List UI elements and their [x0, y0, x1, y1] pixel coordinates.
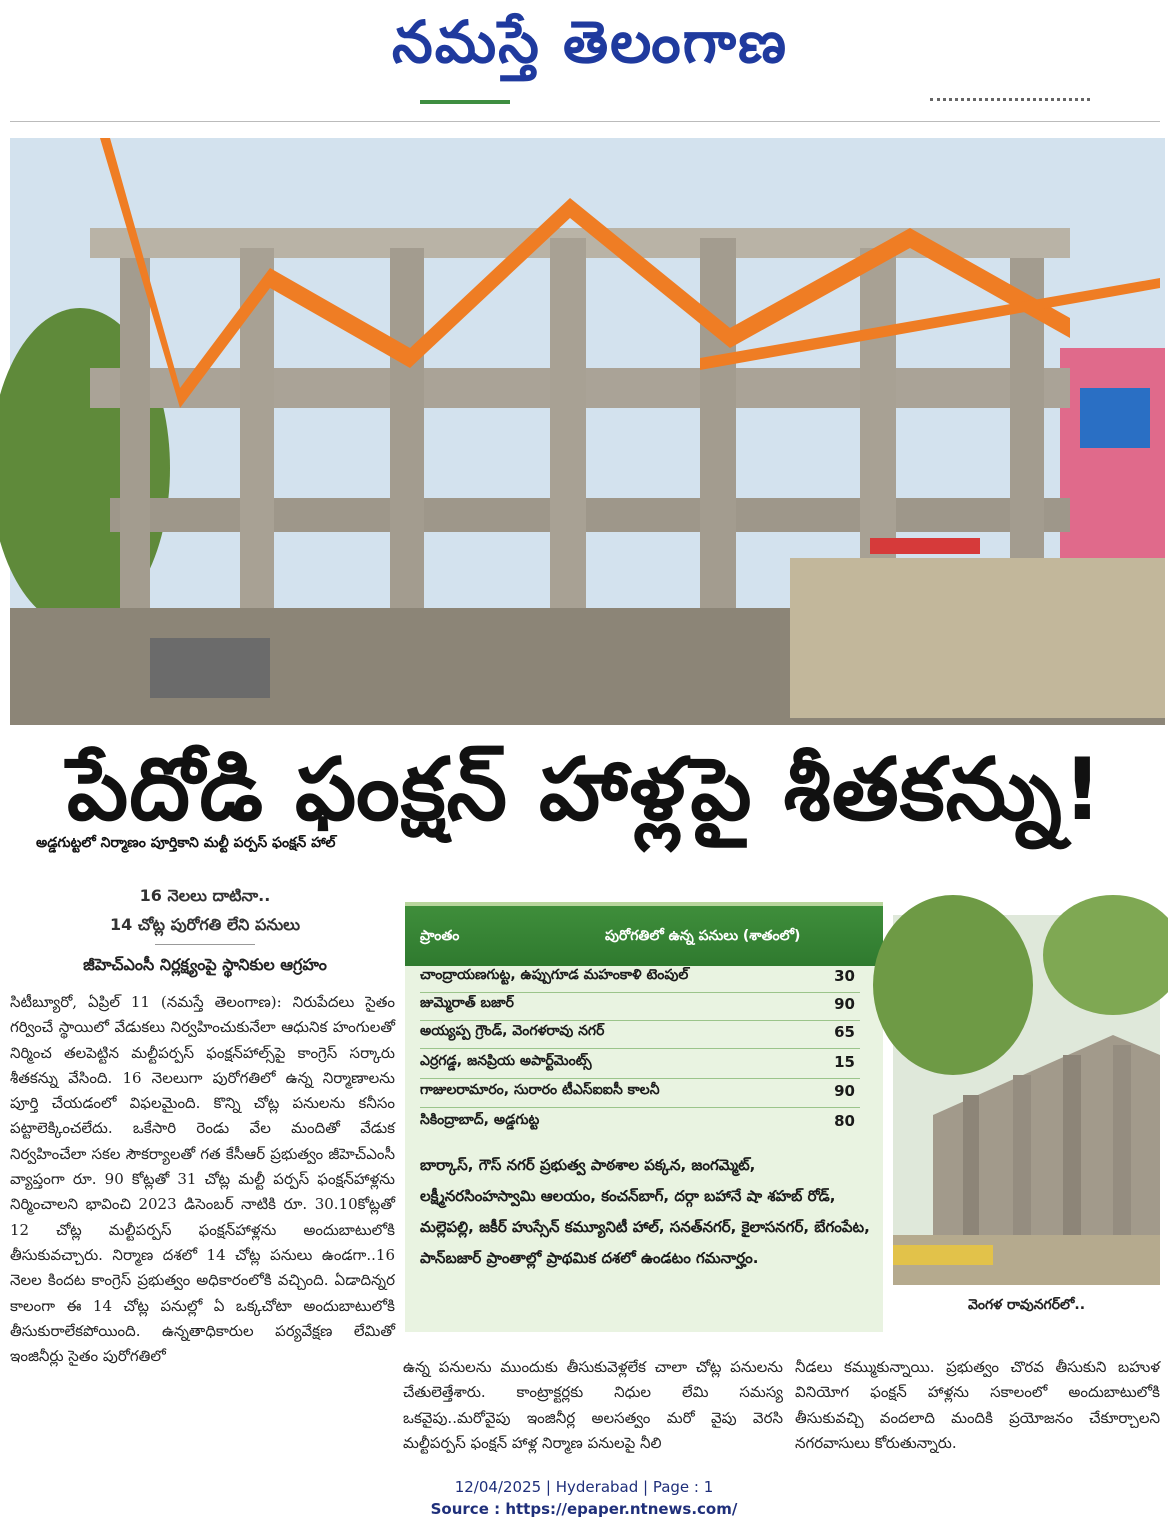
- masthead-divider: [10, 121, 1160, 122]
- row-value: 90: [834, 1082, 855, 1100]
- row-area: ఎర్రగడ్డ, జనప్రియ అపార్ట్‌మెంట్స్: [420, 1053, 592, 1069]
- deck-line-2: 14 చోట్ల పురోగతి లేని పనులు: [109, 915, 301, 934]
- deck-line-1: 16 నెలలు దాటినా..: [139, 886, 271, 905]
- table-row: [405, 1110, 883, 1138]
- row-value: 80: [834, 1112, 855, 1130]
- side-building-illustration: [893, 915, 1160, 1285]
- side-photo-caption: వెంగళ రావునగర్‌లో..: [967, 1297, 1086, 1313]
- main-photo-caption: అడ్డగుట్టలో నిర్మాణం పూర్తికాని మల్టీ పర్పస్ ఫంక్షన్ హాల్: [28, 833, 344, 856]
- row-divider: [420, 1107, 860, 1108]
- row-divider: [420, 1048, 860, 1049]
- row-area: చాంద్రాయణగుట్ట, ఉప్పుగూడ మహంకాళి టెంపుల్: [420, 967, 689, 983]
- row-value: 15: [834, 1053, 855, 1071]
- table-row: [405, 1051, 883, 1079]
- row-divider: [420, 1078, 860, 1079]
- table-row: [405, 1021, 883, 1049]
- headline: పేదోడి ఫంక్షన్ హాళ్లపై శీతకన్ను!: [67, 740, 1103, 840]
- row-area: అయ్యప్ప గ్రౌండ్, వెంగళరావు నగర్: [420, 1023, 605, 1039]
- newspaper-logo: నమస్తే తెలంగాణ: [392, 8, 788, 76]
- row-value: 65: [834, 1023, 855, 1041]
- row-area: సికింద్రాబాద్, అడ్డగుట్ట: [420, 1112, 540, 1128]
- table-header-area: ప్రాంతం: [420, 928, 460, 944]
- deck-divider: [155, 944, 255, 945]
- table-row: [405, 1080, 883, 1108]
- masthead-dotted-rule: [930, 98, 1090, 102]
- table-note: బార్కాస్, గౌస్ నగర్ ప్రభుత్వ పాఠశాల పక్కన, జంగమ్మెట్, లక్ష్మీనరసింహస్వామి ఆలయం, కంచన్‌బాగ్, దర్గా బహానే షా శహబ్ రోడ్, మల్లెపల్లి, జకీర్ హుస్సేన్ కమ్యూనిటీ హాల్, సనత్‌నగర్, కైలాసనగర్, బేగంపేట, పాన్‌బజార్ ప్రాంతాల్లో ప్రాథమిక దశలో ఉండటం గమనార్హం.: [420, 1156, 870, 1267]
- article-column-right: నీడలు కమ్ముకున్నాయి. ప్రభుత్వం చొరవ తీసుకుని బహుళ వినియోగ ఫంక్షన్ హాళ్లను సకాలంలో అందుబాటులోకి తీసుకువచ్చి వందలాది మందికి ప్రయోజనం చేకూర్చాలని నగరవాసులు కోరుతున్నారు.: [795, 1358, 1160, 1452]
- building-illustration: [10, 138, 1165, 725]
- table-row: [405, 965, 883, 993]
- masthead: [0, 0, 1168, 110]
- table-row: [405, 993, 883, 1021]
- row-area: జుమ్మెరాత్ బజార్: [420, 995, 514, 1011]
- row-area: గాజులరామారం, సురారం టీఎస్ఐఐసీ కాలనీ: [420, 1082, 660, 1098]
- row-value: 30: [834, 967, 855, 985]
- article-column-middle: ఉన్న పనులను ముందుకు తీసుకువెళ్లలేక చాలా చోట్ల పనులను చేతులెత్తేశారు. కాంట్రాక్టర్లకు నిధుల లేమి సమస్య ఒకవైపు..మరోవైపు ఇంజినీర్ల అలసత్వం మరో వైపు వెరసి మల్టీపర్పస్ ఫంక్షన్ హాళ్ల నిర్మాణ పనులపై నీలి: [403, 1358, 783, 1452]
- footer-source-link[interactable]: Source : https://epaper.ntnews.com/: [430, 1500, 738, 1518]
- footer-date-line: 12/04/2025 | Hyderabad | Page : 1: [454, 1478, 714, 1496]
- table-header-progress: పురోగతిలో ఉన్న పనులు (శాతంలో): [605, 928, 801, 944]
- subdeck: జీహెచ్ఎంసీ నిర్లక్ష్యంపై స్థానికుల ఆగ్రహం: [83, 955, 327, 974]
- masthead-accent-rule: [420, 100, 510, 104]
- side-photo: [893, 915, 1160, 1285]
- row-value: 90: [834, 995, 855, 1013]
- article-column-left: సిటీబ్యూరో, ఏప్రిల్ 11 (నమస్తే తెలంగాణ): నిరుపేదలు సైతం గర్వించే స్థాయిలో వేడుకలు నిర్వహించుకునేలా ఆధునిక హంగులతో నిర్మించ తలపెట్టిన మల్టీపర్పస్ ఫంక్షన్‌హాల్స్‌పై కాంగ్రెస్ సర్కారు శీతకన్ను వేసింది. 16 నెలలుగా పురోగతిలో ఉన్న నిర్మాణాలను పూర్తి చేయడంలో విఫలమైంది. కొన్ని చోట్ల పనులను కనీసం పట్టాలెక్కించలేదు. ఒకేసారి రెండు వేల మందితో వేడుక నిర్వహించేలా సకల సౌకర్యాలతో గత కేసీఆర్ ప్రభుత్వం జీహెచ్ఎంసీ వ్యాప్తంగా రూ. 90 కోట్లతో 31 చోట్ల మల్టీ పర్పస్ ఫంక్షన్‌హాళ్లను నిర్మించాలని భావించి 2023 డిసెంబర్ నాటికి రూ. 30.10కోట్లతో 12 చోట్ల మల్టీపర్పస్ ఫంక్షన్‌హాళ్లను అందుబాటులోకి తీసుకువచ్చారు. నిర్మాణ దశలో 14 చోట్ల పనులు ఉండగా..16 నెలల కిందట కాంగ్రెస్ ప్రభుత్వం అధికారంలోకి వచ్చింది. ఏడాదిన్నర కాలంగా ఈ 14 చోట్ల పనుల్లో ఏ ఒక్కచోటా అందుబాటులోకి తీసుకురాలేకపోయింది. ఉన్నతాధికారుల పర్యవేక్షణ లేమితో ఇంజినీర్లు సైతం పురోగతిలో: [10, 993, 395, 1366]
